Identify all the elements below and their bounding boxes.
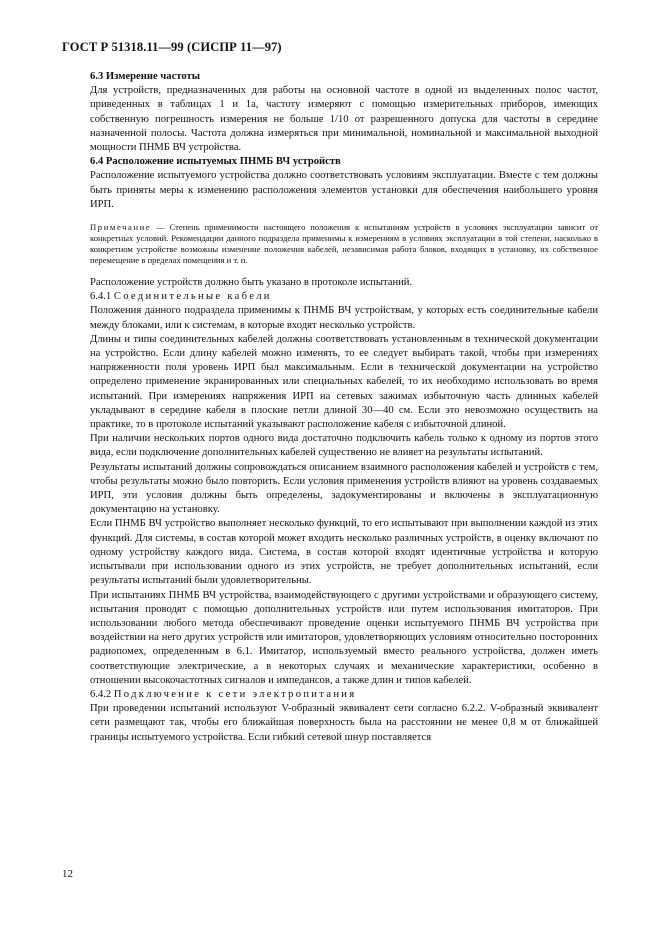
section-6-3-paragraph: Для устройств, предназначенных для работы на основной частоте в одной из выделенных полос частот, приведенных в таблицах 1 и 1а, частоту измеряют с помощью измерительных приборов, имеющих собственную погрешность измерения не больше 1/10 от разрешенного допуска для частоты в середине назначенной полосы. Частота должна измеряться при минимальной, номинальной и максимальной выходной мощности ПНМБ ВЧ устройства.	[90, 85, 598, 154]
document-header: ГОСТ Р 51318.11—99 (СИСПР 11—97)	[62, 40, 282, 54]
section-6-4-1-paragraph-2: Длины и типы соединительных кабелей должны соответствовать установленным в технической документации на устройство. Если длину кабелей можно изменять, то ее следует выбирать такой, чтобы при измерениях напряженности поля уровень ИРП был максимальным. Если в технической документации на устройство определено применение экранированных или специальных кабелей, то их необходимо использовать во время испытаний. При измерениях напряжения ИРП на сетевых зажимах избыточную часть длинных кабелей укладывают в середине кабеля в плоские петли длиной 30—40 см. Если это невозможно осуществить на практике, то в протоколе испытаний указывают расположение кабеля с избыточной длиной.	[90, 333, 598, 431]
section-6-4-heading: 6.4 Расположение испытуемых ПНМБ ВЧ устройств	[90, 156, 341, 168]
section-6-4-note	[90, 222, 598, 266]
section-6-4-1-paragraph-6: При испытаниях ПНМБ ВЧ устройства, взаимодействующего с другими устройствами и образующего систему, испытания проводят с помощью дополнительных устройств или путем использования имитаторов. При использовании любого метода обеспечивают проведение оценки испытуемого ПНМБ ВЧ устройства при воздействии на него других устройств или имитаторов, удовлетворяющих условиям относительно посторонних радиопомех, определенным в 6.1. Имитатор, используемый вместо реального устройства, должен иметь соответствующие электрические, а в некоторых случаях и механические характеристики, особенно в отношении высокочастотных сигналов и импедансов, а также длин и типов кабелей.	[90, 589, 598, 686]
page-number: 12	[62, 868, 73, 880]
section-6-4-1-number: 6.4.1	[90, 291, 112, 303]
section-6-4-1-paragraph-1: Положения данного подраздела применимы к ПНМБ ВЧ устройствам, у которых есть соединительные кабели между блоками, или к системам, в которые входят несколько устройств.	[90, 305, 598, 331]
section-6-4-paragraph-2: Расположение устройств должно быть указано в протоколе испытаний.	[90, 277, 413, 289]
section-6-4-2-number: 6.4.2	[90, 688, 112, 700]
section-6-4-1-heading	[90, 290, 598, 304]
note-label: Примечание	[90, 222, 152, 233]
section-6-4-2-title: Подключение к сети электропитания	[113, 688, 357, 700]
document-body	[90, 70, 598, 745]
section-6-4-2-paragraph-1: При проведении испытаний используют V-образный эквивалент сети согласно 6.2.2. V-образный эквивалент сети размещают так, чтобы его ближайшая поверхность была на расстоянии не менее 0,8 м от ближайшей границы испытуемого устройства. Если гибкий сетевой шнур поставляется	[90, 703, 598, 743]
section-6-4-2-heading	[90, 688, 598, 702]
section-6-4-1-paragraph-4: Результаты испытаний должны сопровождаться описанием взаимного расположения кабелей и устройств с тем, чтобы результаты можно было повторить. Если условия применения устройств влияют на уровень создаваемых ИРП, эти условия должны быть определены, задокументированы и включены в эксплуатационную документацию на установку.	[90, 461, 598, 516]
section-6-4-paragraph-1: Расположение испытуемого устройства должно соответствовать условиям эксплуатации. Вместе с тем должны быть приняты меры к изменению расположения элементов установки для обеспечения наибольшего уровня ИРП.	[90, 170, 598, 210]
section-6-4-1-paragraph-5: Если ПНМБ ВЧ устройство выполняет несколько функций, то его испытывают при выполнении каждой из этих функций. Для системы, в состав которой может входить несколько различных устройств, в оценку включают по одному устройству каждого вида. Система, в состав которой входят идентичные устройства и которую испытывали при использовании одного из этих устройств, не требует дополнительных испытаний, если результаты испытаний были удовлетворительны.	[90, 518, 598, 587]
section-6-3-heading: 6.3 Измерение частоты	[90, 71, 200, 82]
note-text: — Степень применимости настоящего положения к испытаниям устройств в условиях эксплуатации зависит от конкретных условий. Рекомендации данного подраздела применимы к измерениям в условиях эксплуатации в той степени, насколько в конкретном устройстве возможны изменение положения кабелей, независимая работа блоков, входящих в установку, их собственное перемещение в пределах помещения и т. п.	[90, 222, 598, 266]
section-6-4-1-title: Соединительные кабели	[113, 291, 272, 303]
section-6-4-1-paragraph-3: При наличии нескольких портов одного вида достаточно подключить кабель только к одному из портов этого вида, если подключение дополнительных кабелей существенно не влияет на результаты испытаний.	[90, 433, 598, 459]
